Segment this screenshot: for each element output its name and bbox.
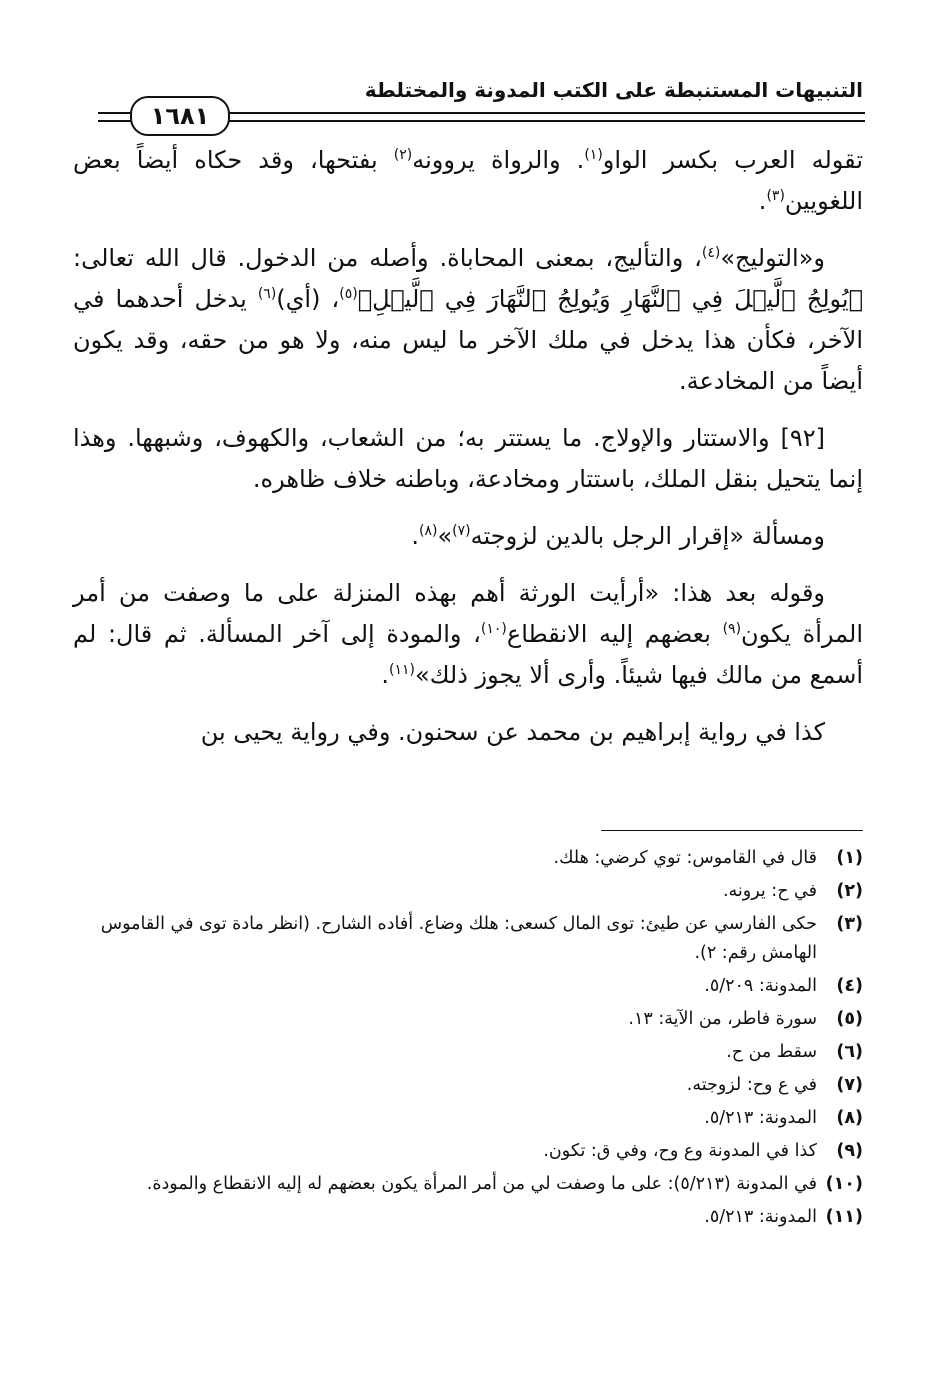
footnote [73, 910, 863, 968]
footnote-number: (١) [836, 848, 863, 868]
footnote-number: (٩) [836, 1141, 863, 1161]
text-run: وقوله بعد هذا: «أرأيت الورثة أهم بهذه المنزلة على ما وصفت من أمر المرأة يكون [73, 579, 864, 648]
footnote-ref: (١١) [389, 662, 416, 678]
footnote-number: (٥) [836, 1009, 863, 1029]
footnote-ref: (٥) [339, 286, 358, 302]
text-run: ، والمودة إلى آخر المسألة. ثم قال: لم أسمع من مالك فيها شيئاً. وأرى ألا يجوز ذلك» [73, 620, 863, 689]
footnote-ref: (١٠) [480, 621, 507, 637]
footnote-text: المدونة: ٥/٢٠٩. [704, 976, 817, 996]
text-run: يدخل أحدهما في الآخر، فكأن هذا يدخل في ملك الآخر ما ليس منه، ولا هو من حقه، وقد يكون أيضاً من المخادعة. [73, 285, 863, 395]
text-run: » [437, 522, 453, 550]
text-run: و«التوليج» [720, 244, 825, 272]
text-run: ومسألة «إقرار الرجل بالدين لزوجته [470, 522, 825, 550]
footnote-ref: (١) [584, 147, 603, 163]
text-run: ، (أي) [276, 285, 340, 313]
footnote-separator [601, 830, 863, 831]
footnote-number: (٧) [836, 1075, 863, 1095]
footnote [73, 844, 863, 873]
text-run: بعضهم إليه الانقطاع [506, 620, 723, 648]
footnote-number: (١١) [825, 1207, 863, 1227]
page-number: ١٦٨١ [130, 96, 230, 136]
footnote [73, 1038, 863, 1067]
footnote [73, 1005, 863, 1034]
text-run: . [411, 522, 419, 550]
footnote-text: المدونة: ٥/٢١٣. [704, 1207, 817, 1227]
footnote-ref: (٣) [766, 188, 785, 204]
footnote [73, 877, 863, 906]
footnote-ref: (٦) [257, 286, 277, 302]
footnote-number: (٤) [836, 976, 863, 996]
footnote-text: سورة فاطر، من الآية: ١٣. [628, 1009, 817, 1029]
text-run: . [758, 187, 767, 215]
footnote-ref: (٨) [419, 523, 438, 539]
footnote-text: قال في القاموس: توي كرضي: هلك. [553, 848, 817, 868]
main-text [73, 140, 863, 769]
paragraph [73, 238, 863, 402]
footnote [73, 1104, 863, 1133]
footnote-text: حكى الفارسي عن طيئ: توى المال كسعى: هلك وضاع. أفاده الشارح. (انظر مادة توى في القاموس الهامش رقم: ٢). [100, 914, 817, 963]
footnote-text: كذا في المدونة وع وح، وفي ق: تكون. [543, 1141, 817, 1161]
footnote-ref: (٧) [452, 523, 471, 539]
text-run: بفتحها، وقد حكاه أيضاً بعض اللغويين [73, 146, 863, 215]
footnote [73, 972, 863, 1001]
footnote-text: المدونة: ٥/٢١٣. [704, 1108, 817, 1128]
footnote-number: (٦) [836, 1042, 863, 1062]
text-run: . [381, 661, 390, 689]
footnote-text: في المدونة (٥/٢١٣): على ما وصفت لي من أمر المرأة يكون بعضهم له إليه الانقطاع والمودة. [146, 1174, 817, 1194]
paragraph [73, 573, 863, 696]
footnote-ref: (٤) [701, 245, 721, 261]
footnote-number: (٨) [836, 1108, 863, 1128]
footnote-ref: (٩) [722, 621, 742, 637]
paragraph: كذا في رواية إبراهيم بن محمد عن سحنون. وفي رواية يحيى بن [200, 718, 825, 746]
paragraph [73, 140, 863, 222]
footnote-number: (١٠) [825, 1174, 863, 1194]
footnote-text: في ح: يرونه. [722, 881, 817, 901]
footnote-text: في ع وح: لزوجته. [686, 1075, 817, 1095]
footnote [73, 1071, 863, 1100]
footnote-text: سقط من ح. [726, 1042, 817, 1062]
footnote-number: (٣) [836, 914, 863, 934]
footnote [73, 1203, 863, 1232]
paragraph [73, 516, 863, 557]
paragraph-numbered: [٩٢] والاستتار والإولاج. ما يستتر به؛ من الشعاب، والكهوف، وشبهها. وهذا إنما يتحيل بنقل الملك، باستتار ومخادعة، وباطنه خلاف ظاهره. [73, 424, 863, 493]
footnote [73, 1170, 863, 1199]
text-run: تقوله العرب بكسر الواو [602, 146, 863, 174]
footnote [73, 1137, 863, 1166]
quran-verse: ، والتأليج، بمعنى المحاباة. وأصله من الدخول. قال الله تعالى: ﴿يُولِجُ ٱلَّيۡلَ فِي ٱلنَّهَارِ وَيُولِجُ ٱلنَّهَارَ فِي ٱلَّيۡلِ﴾ [73, 244, 863, 313]
running-title: التنبيهات المستنبطة على الكتب المدونة والمختلطة [364, 78, 863, 102]
footnotes [73, 844, 863, 1236]
footnote-ref: (٢) [393, 147, 413, 163]
footnote-number: (٢) [836, 881, 863, 901]
text-run: . والرواة يروونه [412, 146, 585, 174]
